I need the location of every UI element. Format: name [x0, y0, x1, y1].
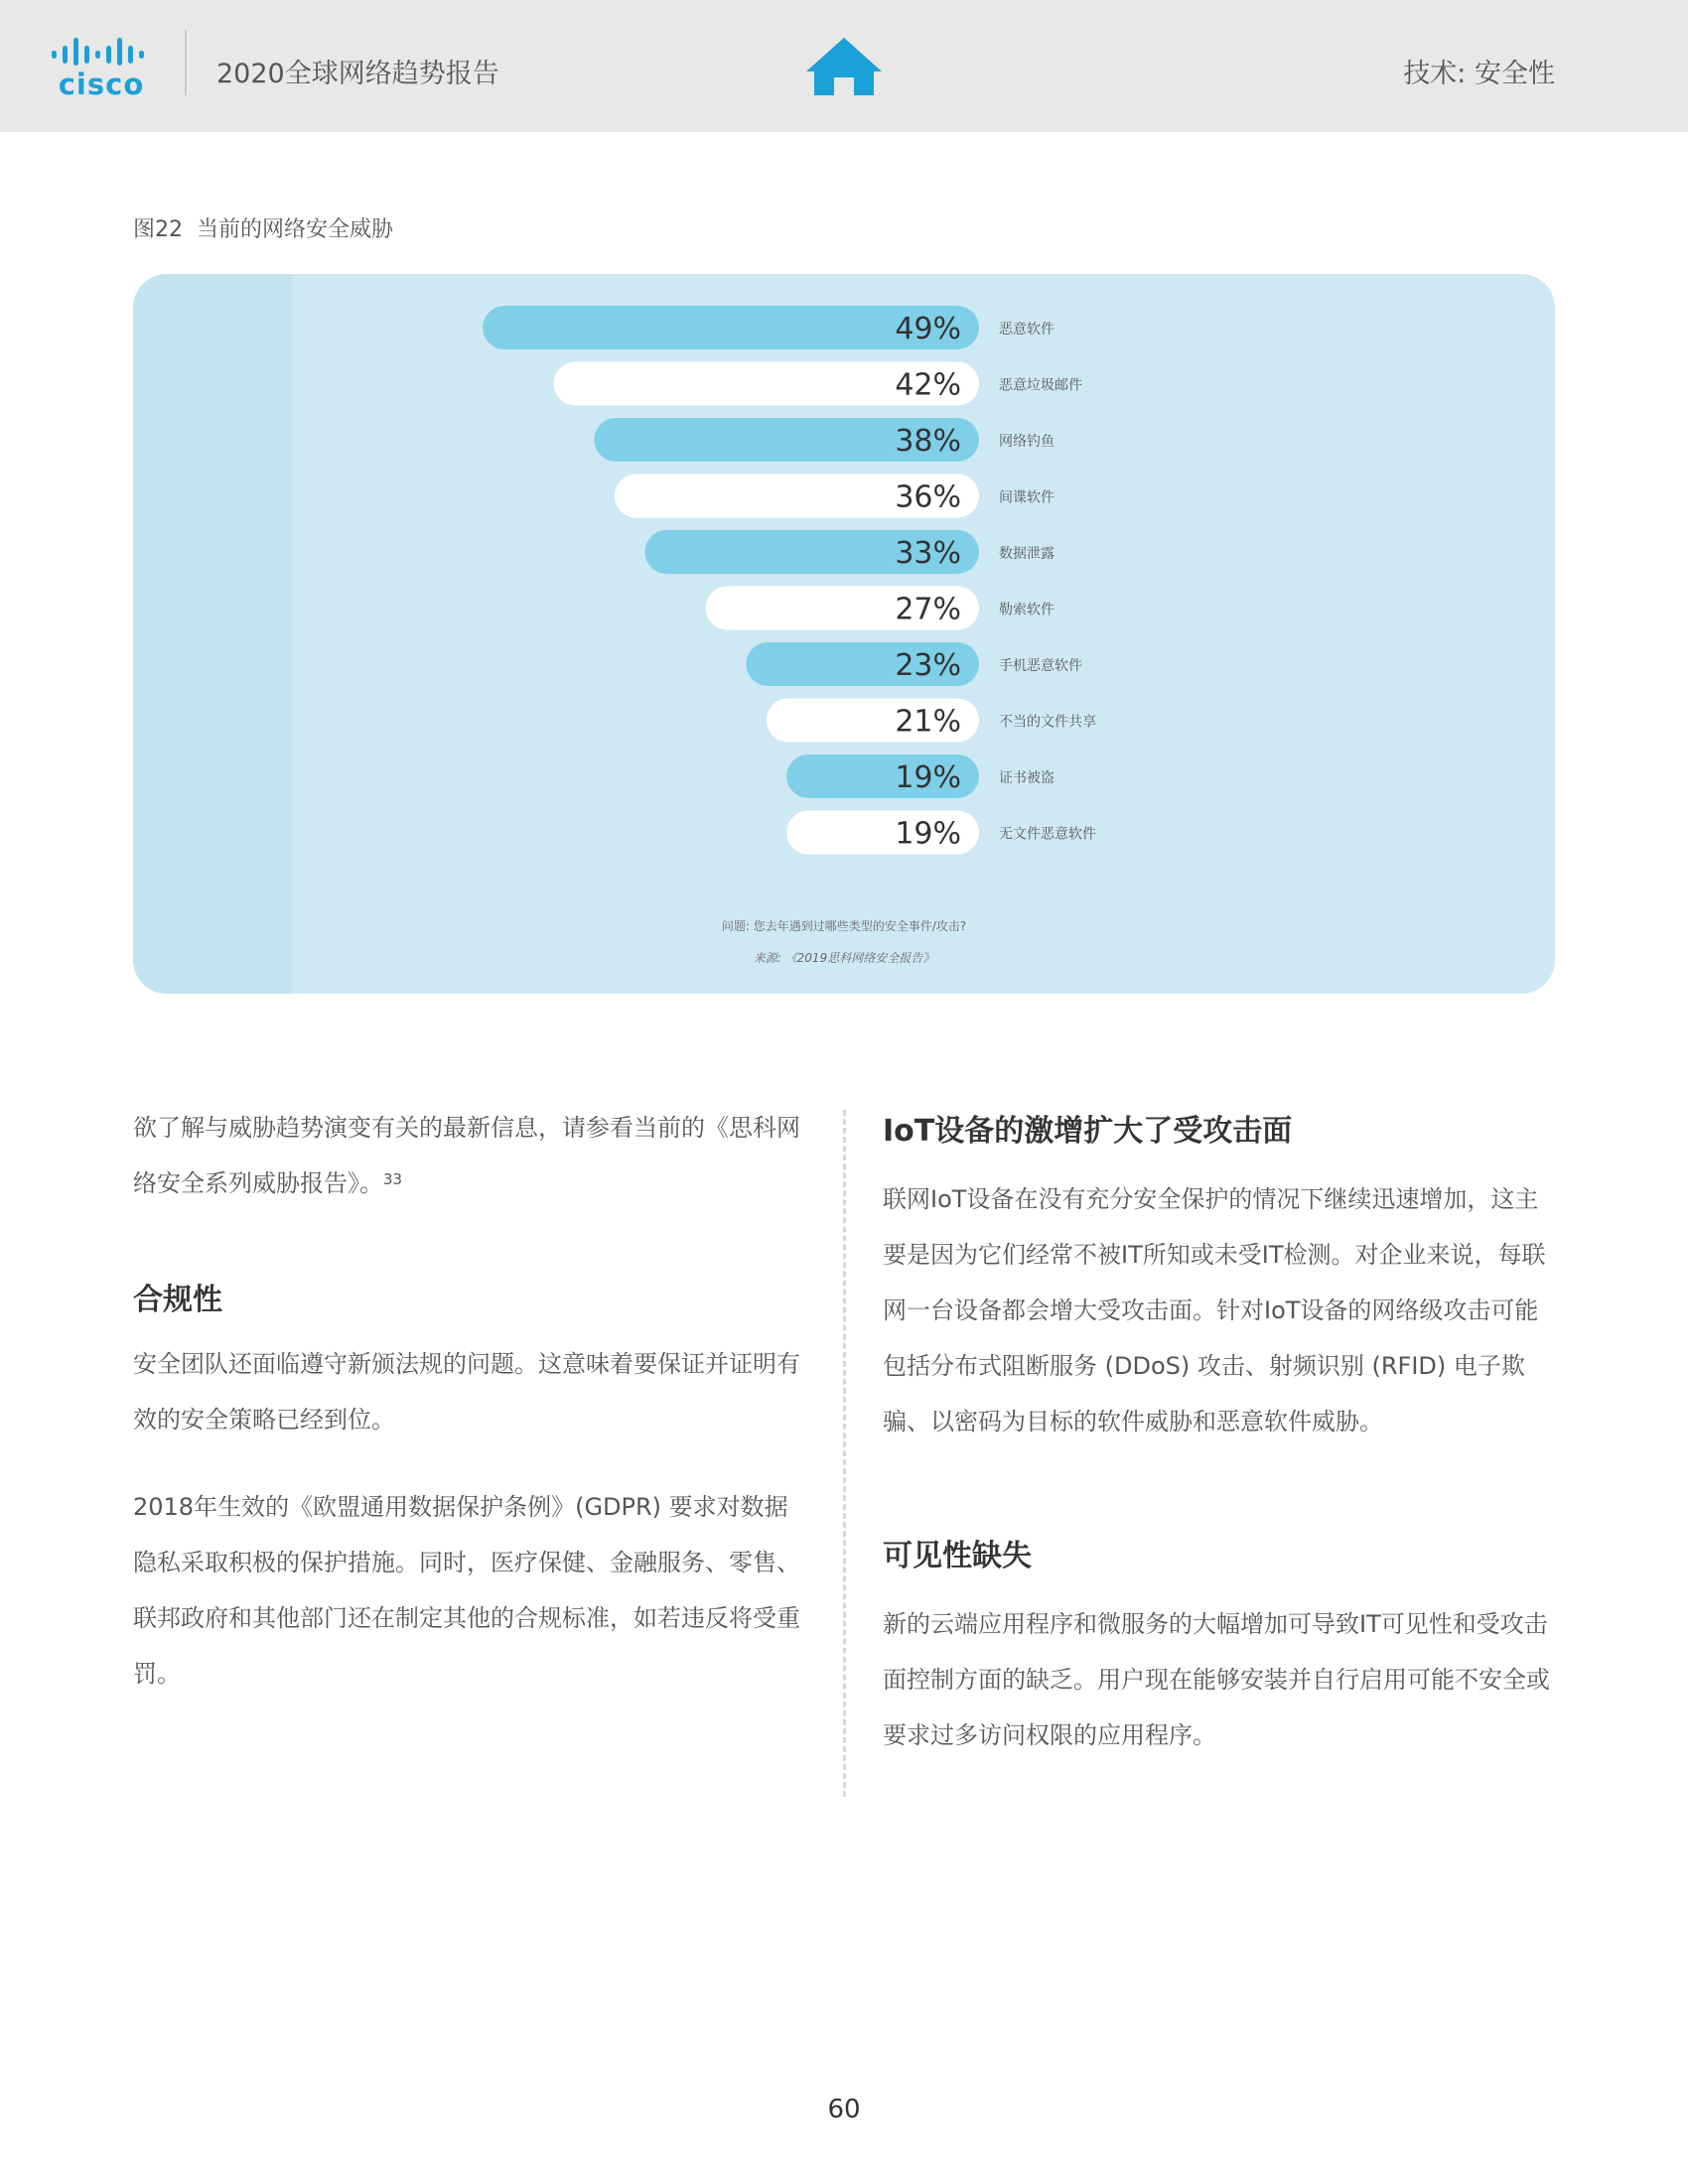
- iot-heading: IoT设备的激增扩大了受攻击面: [883, 1114, 1293, 1149]
- figure-caption: [133, 212, 393, 243]
- category-label: 无文件恶意软件: [999, 826, 1096, 843]
- intro-paragraph: [133, 1100, 808, 1211]
- bar-value-label: 19%: [895, 816, 961, 852]
- intro-text: 欲了解与威胁趋势演变有关的最新信息，请参看当前的《思科网络安全系列威胁报告》。: [133, 1114, 800, 1197]
- iot-paragraph: 联网IoT设备在没有充分安全保护的情况下继续迅速增加，这主要是因为它们经常不被IT所知或未受IT检测。对企业来说，每联网一台设备都会增大受攻击面。针对IoT设备的网络级攻击可能包括分布式阻断服务 (DDoS) 攻击、射频识别 (RFID) 电子欺骗、以密码为目标的软件威胁和恶意软件威胁。: [883, 1185, 1546, 1435]
- chart-source: 来源: 《2019思科网络安全报告》: [753, 951, 935, 965]
- compliance-paragraph-2: 2018年生效的《欧盟通用数据保护条例》(GDPR) 要求对数据隐私采取积极的保护措施。同时，医疗保健、金融服务、零售、联邦政府和其他部门还在制定其他的合规标准，如若违反将受重罚。: [133, 1493, 800, 1688]
- cisco-logo-bars: [52, 38, 151, 66]
- category-label: 恶意软件: [999, 322, 1055, 338]
- home-icon[interactable]: [802, 34, 886, 99]
- compliance-paragraph-1: 安全团队还面临遵守新颁法规的问题。这意味着要保证并证明有效的安全策略已经到位。: [133, 1350, 800, 1433]
- left-column: [133, 1100, 808, 1702]
- footnote-marker: 33: [383, 1170, 403, 1188]
- report-title: 2020全球网络趋势报告: [216, 59, 499, 89]
- section-title: 技术: 安全性: [1403, 59, 1555, 89]
- page-header: [0, 0, 1688, 132]
- bar-value-label: 33%: [895, 536, 961, 571]
- right-column: [883, 1100, 1558, 1763]
- column-divider: [843, 1110, 846, 1797]
- cisco-logo-text: cisco: [58, 68, 145, 101]
- page-number: 60: [827, 2095, 861, 2124]
- bar-value-label: 23%: [895, 648, 961, 683]
- compliance-heading: 合规性: [133, 1283, 222, 1317]
- cisco-logo: [46, 38, 157, 101]
- header-divider: [185, 30, 187, 95]
- category-label: 恶意垃圾邮件: [999, 377, 1082, 394]
- visibility-heading: 可见性缺失: [883, 1539, 1032, 1573]
- bar-value-label: 42%: [895, 367, 961, 403]
- category-label: 网络钓鱼: [999, 434, 1055, 450]
- category-label: 勒索软件: [999, 602, 1055, 618]
- bar-value-label: 21%: [895, 704, 961, 740]
- threat-chart: [133, 274, 1555, 994]
- category-label: 不当的文件共享: [999, 714, 1096, 731]
- figure-title: 当前的网络安全威胁: [197, 217, 394, 242]
- visibility-paragraph: 新的云端应用程序和微服务的大幅增加可导致IT可见性和受攻击面控制方面的缺乏。用户现在能够安装并自行启用可能不安全或要求过多访问权限的应用程序。: [883, 1610, 1550, 1749]
- chart-svg: [133, 274, 1555, 994]
- category-label: 间谍软件: [999, 489, 1055, 506]
- bar-value-label: 38%: [895, 424, 961, 459]
- category-label: 证书被盗: [999, 770, 1055, 786]
- bar-value-label: 19%: [895, 760, 961, 795]
- category-label: 数据泄露: [999, 546, 1055, 562]
- bar-value-label: 49%: [895, 312, 961, 346]
- bar-value-label: 27%: [895, 592, 961, 627]
- bar-value-label: 36%: [895, 479, 961, 515]
- figure-number: 图22: [133, 217, 183, 242]
- chart-question: 问题: 您去年遇到过哪些类型的安全事件/攻击?: [721, 919, 967, 933]
- category-label: 手机恶意软件: [999, 658, 1082, 674]
